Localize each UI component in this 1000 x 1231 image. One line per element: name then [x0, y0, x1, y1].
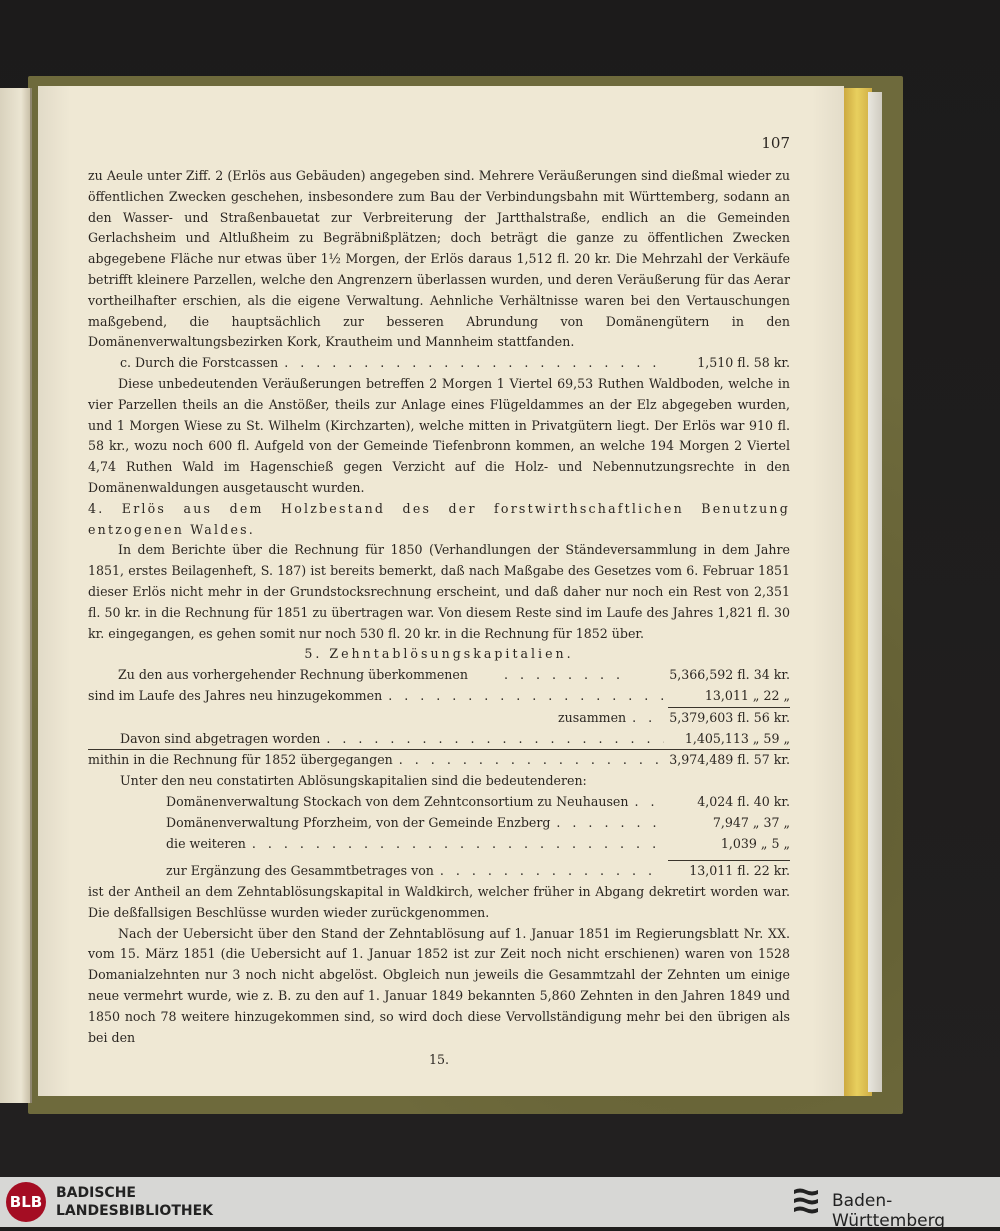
book-page — [38, 86, 844, 1096]
ledger-amount: 5,366,592 fl. 34 kr. — [669, 667, 790, 683]
ledger-row-result — [88, 750, 790, 771]
section-heading-4: 4. Erlös aus dem Holzbestand des der forstwirthschaftlichen Benutzung entzogenen Waldes. — [88, 500, 790, 537]
leader-dots — [326, 729, 664, 750]
leader-dots — [388, 686, 664, 707]
page-body — [88, 166, 790, 1071]
paragraph-section-4: In dem Berichte über die Rechnung für 1850 (Verhandlungen der Ständeversammlung in dem Jahre 1851, erstes Beilagenheft, S. 187) ist bereits bemerkt, daß nach Maßgabe des Gesetzes vom 6. Februar 1851 dieser Erlös nicht mehr in der Grundstocksrechnung erscheint, und daß daher nur noch ein Rest von 2,351 fl. 50 kr. in die Rechnung für 1851 zu übertragen war. Von diesem Reste sind im Laufe des Jahres 1,821 fl. 30 kr. eingegangen, es gehen somit nur noch 530 fl. 20 kr. in die Rechnung für 1852 über. — [88, 542, 790, 641]
ledger-amount: 4,024 fl. 40 kr. — [697, 793, 790, 809]
leader-dots — [252, 834, 664, 855]
ledger-label: Domänenverwaltung Pforzheim, von der Gemeinde Enzberg — [166, 814, 551, 830]
ledger-subintro: Unter den neu constatirten Ablösungskapitalien sind die bedeutenderen: — [120, 773, 587, 789]
library-name-line2: LANDESBIBLIOTHEK — [56, 1203, 214, 1219]
paragraph-after-ledger: ist der Antheil an dem Zehntablösungskapital in Waldkirch, welcher früher in Abgang dekretirt worden war. Die deßfallsigen Beschlüsse wurden wieder zurückgenommen. — [88, 884, 790, 920]
leader-dots — [556, 813, 664, 834]
ledger-label: Zu den aus vorhergehender Rechnung überkommenen — [118, 667, 468, 683]
page-block-edge — [868, 92, 882, 1092]
leader-dots — [474, 665, 633, 686]
library-name[interactable] — [56, 1184, 213, 1220]
ledger-label: c. Durch die Forstcassen — [120, 355, 279, 371]
ledger-row-forstcassen — [88, 353, 790, 374]
ledger-amount: 3,974,489 fl. 57 kr. — [669, 752, 790, 768]
paragraph-intro: zu Aeule unter Ziff. 2 (Erlös aus Gebäuden) angegeben sind. Mehrere Veräußerungen sind dießmal wieder zu öffentlichen Zwecken geschehen, insbesondere zum Bau der Verbindungsbahn mit Württemberg, sodann an den Wasser- und Straßenbauetat zur Verbreiterung der Jartthalstraße, endlich an die Gemeinden Gerlachsheim und Altlußheim zu Begräbnißplätzen; doch beträgt die ganze zu öffentlichen Zwecken abgegebene Fläche nur etwas über 1½ Morgen, der Erlös daraus 1,512 fl. 20 kr. Die Mehrzahl der Verkäufe betrifft kleinere Parzellen, welche den Angrenzern überlassen wurden, und deren Veräußerung für das Aerar vortheilhafter erschien, als die eigene Verwaltung. Aehnliche Verhältnisse waren bei den Vertauschungen maßgebend, die hauptsächlich zur besseren Abrundung von Domänengütern in den Domänenverwaltungsbezirken Kork, Krautheim und Mannheim stattfanden. — [88, 168, 790, 350]
left-page-edge — [0, 88, 32, 1103]
leader-dots — [440, 861, 664, 882]
footer-bar — [0, 1177, 1000, 1231]
ledger-amount: 1,510 fl. 58 kr. — [697, 355, 790, 371]
ledger-amount: 1,039 „ 5 „ — [720, 835, 790, 851]
ledger-row — [88, 686, 790, 707]
ledger-row — [88, 665, 790, 686]
paragraph-forstcassen: Diese unbedeutenden Veräußerungen betreffen 2 Morgen 1 Viertel 69,53 Ruthen Waldboden, welche in vier Parzellen theils an die Anstößer, theils zur Anlage eines Flügeldammes an der Elz abgegeben wurden, und 1 Morgen Wiese zu St. Wilhelm (Kirchzarten), welche mitten in Privatgütern liegt. Der Erlös war 910 fl. 58 kr., wozu noch 600 fl. Aufgeld von der Gemeinde Tiefenbronn kommen, an welche 194 Morgen 2 Viertel 4,74 Ruthen Wald im Hagenschieß gegen Verzicht auf die Holz- und Nebennutzungsrechte in den Domänenwaldungen ausgetauscht wurden. — [88, 375, 790, 495]
paragraph-final: Nach der Uebersicht über den Stand der Zehntablösung auf 1. Januar 1851 im Regierungsblatt Nr. XX. vom 15. März 1851 (die Uebersicht auf 1. Januar 1852 ist zur Zeit noch nicht erschienen) waren von 1528 Domanialzehnten nur 3 noch nicht abgelöst. Obgleich nun jeweils die Gesammtzahl der Zehnten um einige neue vermehrt wurde, wie z. B. zu den auf 1. Januar 1849 bekannten 5,860 Zehnten in den Jahren 1849 und 1850 noch 78 weitere hinzugekommen sind, so wird doch diese Vervollständigung mehr bei den übrigen als bei den — [88, 925, 790, 1045]
ledger-subrow — [88, 834, 790, 855]
ledger-subrow — [88, 792, 790, 813]
state-name[interactable]: Baden-Württemberg — [832, 1191, 946, 1231]
leader-dots — [632, 708, 663, 729]
ledger-amount: 13,011 fl. 22 kr. — [689, 863, 790, 879]
blb-logo-icon[interactable]: BLB — [6, 1182, 46, 1222]
ledger-label: die weiteren — [166, 835, 246, 851]
ledger-amount: 5,379,603 fl. 56 kr. — [669, 709, 790, 725]
ledger-subrow — [88, 813, 790, 834]
ledger-label: zur Ergänzung des Gesammtbetrages von — [166, 863, 434, 879]
ledger-label: Davon sind abgetragen worden — [120, 730, 321, 746]
page-number: 107 — [761, 134, 790, 152]
signature-mark: 15. — [428, 1052, 450, 1068]
leader-dots — [284, 353, 664, 374]
section-heading-5: 5. Zehntablösungskapitalien. — [304, 646, 574, 662]
ledger-amount: 7,947 „ 37 „ — [712, 814, 790, 830]
lions-coat-of-arms-icon — [792, 1186, 820, 1218]
ledger-label: mithin in die Rechnung für 1852 übergegangen — [88, 752, 393, 768]
ledger-label: sind im Laufe des Jahres neu hinzugekommen — [88, 687, 383, 703]
leader-dots — [399, 750, 663, 771]
ledger-row-total — [88, 861, 790, 882]
ledger-row-subtotal — [88, 708, 790, 729]
library-name-line1: BADISCHE — [56, 1185, 136, 1201]
ledger-amount: 1,405,113 „ 59 „ — [684, 730, 790, 746]
ledger-amount: 13,011 „ 22 „ — [704, 687, 790, 703]
leader-dots — [635, 792, 665, 813]
ledger-label: zusammen — [558, 709, 627, 725]
ledger-label: Domänenverwaltung Stockach von dem Zehntconsortium zu Neuhausen — [166, 793, 629, 809]
ledger-row — [88, 729, 790, 750]
